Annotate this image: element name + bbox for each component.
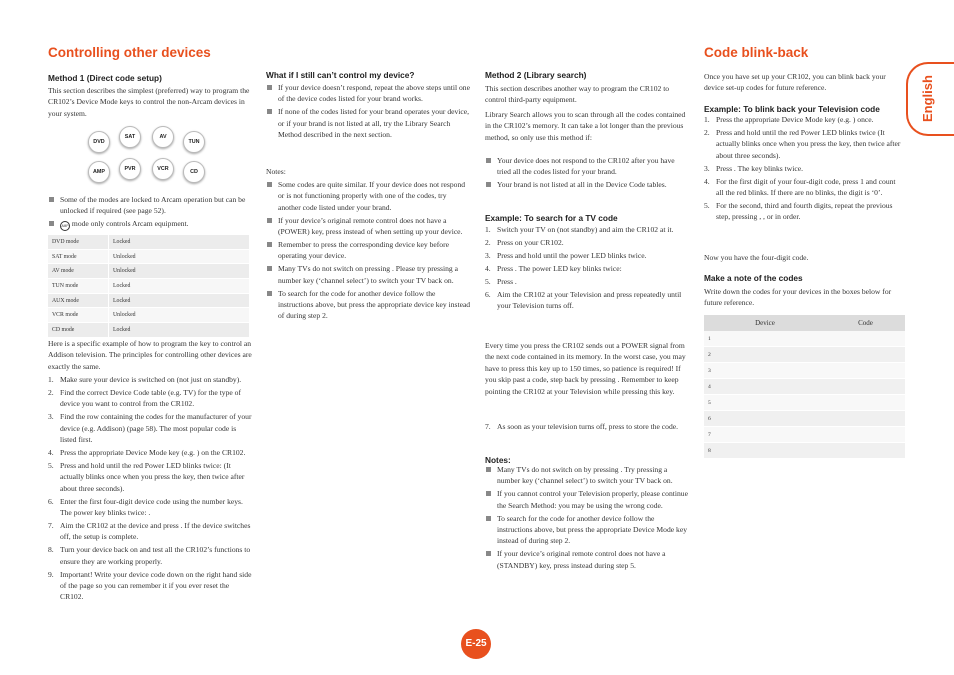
- table-cell: Locked: [109, 293, 250, 308]
- list-item: To search for the code for another device follow the instructions above, but press the appropriate device key instead of during step 2.: [266, 288, 471, 322]
- table-cell: SAT mode: [48, 249, 109, 264]
- table-row: [48, 293, 249, 308]
- list-item: If you cannot control your Television properly, please continue the Search Method: you may be using the wrong code.: [485, 488, 690, 511]
- table-cell: 5: [704, 395, 826, 411]
- list-item: To search for the code for another device follow the instructions above, but press the appropriate Device Mode key instead of during step 2.: [485, 513, 690, 547]
- notes-heading: Notes:: [485, 455, 511, 465]
- section-title-controlling: Controlling other devices: [48, 45, 211, 60]
- table-cell: 6: [704, 411, 826, 427]
- table-row: [704, 427, 905, 443]
- mode-notes: [48, 194, 253, 233]
- method2-notes: [485, 464, 690, 573]
- table-cell: TUN mode: [48, 279, 109, 294]
- sat-button-icon: SAT: [119, 126, 141, 148]
- step-text: Aim the CR102 at your Television and press repeatedly until your Television turns off.: [497, 289, 682, 310]
- step-text: Important! Write your device code down on the right hand side of the page so you can remember it if you ever reset the CR102.: [60, 569, 252, 602]
- table-cell: Unlocked: [109, 249, 250, 264]
- table-row: [48, 249, 249, 264]
- lock-table: [48, 235, 249, 338]
- table-cell: [826, 379, 905, 395]
- method1-heading: Method 1 (Direct code setup): [48, 73, 162, 83]
- column-header-code: Code: [826, 315, 905, 331]
- table-cell: Locked: [109, 323, 250, 338]
- vcr-button-icon: VCR: [152, 158, 174, 180]
- step-text: Enter the first four-digit device code using the number keys. The power key blinks twice: .: [60, 496, 243, 517]
- amp-button-icon: AMP: [88, 161, 110, 183]
- library-text: Library Search allows you to scan through all the codes contained in the CR102’s memory. It can take a lot longer than the previous method, so only use this method if:: [485, 110, 686, 142]
- list-item: [48, 218, 253, 231]
- table-cell: AV mode: [48, 264, 109, 279]
- list-item: Some codes are quite similar. If your device does not respond or is not functioning properly with one of the codes, try another code listed under your brand.: [266, 179, 471, 213]
- table-row: [48, 264, 249, 279]
- language-tab: [906, 62, 954, 136]
- table-cell: 1: [704, 331, 826, 347]
- table-row: [704, 411, 905, 427]
- list-item: If your device doesn’t respond, repeat the above steps until one of the device codes listed for your brand works.: [266, 82, 471, 105]
- table-row: [704, 363, 905, 379]
- table-cell: 2: [704, 347, 826, 363]
- step-item: 5. Press .: [485, 276, 517, 286]
- code-note-table: [704, 315, 905, 459]
- table-cell: [826, 347, 905, 363]
- table-cell: [826, 427, 905, 443]
- step-item: 6. Aim the CR102 at your Television and press repeatedly until your Television turns off.: [485, 289, 682, 310]
- step-item: 2. Press on your CR102.: [485, 237, 564, 247]
- step-text: Aim the CR102 at the device and press . If the device switches off, the setup is complete.: [60, 520, 251, 542]
- av-button-icon: AV: [152, 126, 174, 148]
- step-item: 5. For the second, third and fourth digits, repeat the previous step, pressing , , or in order.: [704, 200, 893, 222]
- step-item: 9. Important! Write your device code down on the right hand side of the page so you can remember it if you ever reset the CR102.: [48, 569, 252, 602]
- example-text: Here is a specific example of how to program the key to control an Addison television. The principles for controlling other devices are exactly the same.: [48, 339, 252, 371]
- table-cell: 7: [704, 427, 826, 443]
- step-item: 1. Press the appropriate Device Mode key (e.g. ) once.: [704, 115, 874, 124]
- table-row: [704, 443, 905, 459]
- table-row: [48, 308, 249, 323]
- step-item: 7. As soon as your television turns off, press to store the code.: [485, 422, 679, 431]
- table-row: [704, 395, 905, 411]
- step-item: 3. Press . The key blinks twice.: [704, 163, 803, 173]
- table-cell: CD mode: [48, 323, 109, 338]
- list-item: If your device’s original remote control does not have a (STANDBY) key, press instead during step 5.: [485, 548, 690, 571]
- step-text: Make sure your device is switched on (not just on standby).: [60, 375, 242, 384]
- step-item: 2. Press and hold until the red Power LED blinks twice (It actually blinks once when you press the key, then twice after about three seconds).: [704, 127, 901, 160]
- amp-key-icon: AMP: [60, 221, 70, 231]
- step-text: Switch your TV on (not standby) and aim the CR102 at it.: [497, 225, 674, 234]
- blinkback-intro: Once you have set up your CR102, you can blink back your device set-up codes for future reference.: [704, 72, 886, 93]
- step-item: 4. For the first digit of your four-digit code, press 1 and count all the red blinks. If there are no blinks, the digit is ‘0’.: [704, 176, 896, 197]
- column-header-device: Device: [704, 315, 826, 331]
- step-seven: [485, 421, 690, 434]
- cd-button-icon: CD: [183, 161, 205, 183]
- table-cell: Unlocked: [109, 308, 250, 323]
- blinkback-steps: [704, 114, 904, 224]
- list-item: Many TVs do not switch on pressing . Please try pressing a number key (‘channel select’) to switch your TV back on.: [266, 263, 471, 286]
- now-text: Now you have the four-digit code.: [704, 253, 809, 262]
- table-row: [48, 279, 249, 294]
- step-text: Press the appropriate Device Mode key (e.g. ) once.: [716, 115, 874, 124]
- step-text: Find the correct Device Code table (e.g. TV) for the type of device you want to control from the CR102.: [60, 387, 241, 409]
- step-item: 3. Press and hold until the power LED blinks twice.: [485, 250, 647, 260]
- language-tab-label: English: [920, 75, 935, 122]
- table-cell: 3: [704, 363, 826, 379]
- table-cell: 4: [704, 379, 826, 395]
- tv-example-heading: Example: To search for a TV code: [485, 213, 618, 223]
- dvd-button-icon: DVD: [88, 131, 110, 153]
- list-item: If your device’s original remote control does not have a (POWER) key, press instead of when setting up your device.: [266, 215, 471, 238]
- step-text: Turn your device back on and test all the CR102’s functions to ensure they are working properly.: [60, 545, 251, 566]
- table-row: [48, 235, 249, 249]
- table-row: [704, 379, 905, 395]
- page-number: E-25: [461, 629, 491, 659]
- step-text: Press . The key blinks twice.: [716, 163, 803, 173]
- list-item: Many TVs do not switch on by pressing . Try pressing a number key (‘channel select’) to switch your TV back on.: [485, 464, 690, 487]
- step-item: 7. Aim the CR102 at the device and press . If the device switches off, the setup is complete.: [48, 520, 251, 542]
- step-text: Press the appropriate Device Mode key (e.g. ) on the CR102.: [60, 447, 246, 457]
- make-note-heading: Make a note of the codes: [704, 273, 803, 283]
- step-item: 4. Press . The power LED key blinks twice:: [485, 263, 622, 273]
- what-if-bullets: [266, 82, 471, 142]
- step-item: 2. Find the correct Device Code table (e.g. TV) for the type of device you want to control from the CR102.: [48, 387, 241, 409]
- table-cell: [826, 363, 905, 379]
- step-item: 3. Find the row containing the codes for the manufacturer of your device (e.g. Addison) (page 58). The most popular code is listed first.: [48, 412, 252, 445]
- table-cell: Unlocked: [109, 264, 250, 279]
- method2-intro: This section describes another way to program the CR102 to control third-party equipment.: [485, 84, 670, 105]
- table-header-row: [704, 315, 905, 331]
- list-item: Your device does not respond to the CR102 after you have tried all the codes listed for your brand.: [485, 155, 690, 178]
- step-text: Press and hold until the red Power LED blinks twice: (It actually blinks once when you press the key, then twice after about three seconds).: [60, 460, 245, 493]
- step-text: As soon as your television turns off, press to store the code.: [497, 422, 679, 431]
- pvr-button-icon: PVR: [119, 158, 141, 180]
- method1-intro: This section describes the simplest (preferred) way to program the CR102’s Device Mode keys to control the non-Arcam devices in your system.: [48, 86, 250, 118]
- table-row: [704, 347, 905, 363]
- step-text: Press and hold until the red Power LED blinks twice (It actually blinks once when you press the key, then twice after about three seconds).: [716, 127, 901, 160]
- table-cell: Locked: [109, 235, 250, 249]
- list-item-text: mode only controls Arcam equipment.: [71, 219, 189, 229]
- list-item: If none of the codes listed for your brand operates your device, or if your brand is not listed at all, try the Library Search Method described in the next section.: [266, 106, 471, 140]
- table-cell: [826, 411, 905, 427]
- every-time-text: Every time you press the CR102 sends out a POWER signal from the next code contained in its memory. In the worst case, you may have to press this key up to 150 times, so patience is required! If you skip past a code, step back by pressing . Remember to keep pointing the CR102 at your Television while pressing this key.: [485, 341, 686, 396]
- step-item: 1. Switch your TV on (not standby) and aim the CR102 at it.: [485, 225, 674, 234]
- step-text: For the first digit of your four-digit code, press 1 and count all the red blinks. If there are no blinks, the digit is ‘0’.: [716, 176, 896, 197]
- table-cell: VCR mode: [48, 308, 109, 323]
- table-cell: [826, 395, 905, 411]
- tv-search-steps: [485, 224, 690, 313]
- step-text: Find the row containing the codes for the manufacturer of your device (e.g. Addison) (page 58). The most popular code is listed first.: [60, 412, 252, 445]
- step-item: 4. Press the appropriate Device Mode key (e.g. ) on the CR102.: [48, 447, 246, 457]
- table-cell: [826, 443, 905, 459]
- step-item: 6. Enter the first four-digit device code using the number keys. The power key blinks twice: .: [48, 496, 243, 517]
- table-cell: 8: [704, 443, 826, 459]
- section-title-blinkback: Code blink-back: [704, 45, 809, 60]
- what-if-heading: What if I still can’t control my device?: [266, 70, 415, 80]
- table-cell: [826, 331, 905, 347]
- table-row: [704, 331, 905, 347]
- step-item: 1. Make sure your device is switched on (not just on standby).: [48, 375, 242, 384]
- step-text: Press . The power LED key blinks twice:: [497, 263, 622, 273]
- step-text: Press .: [497, 276, 517, 286]
- step-text: Press and hold until the power LED blinks twice.: [497, 250, 647, 260]
- table-cell: AUX mode: [48, 293, 109, 308]
- step-text: Press on your CR102.: [497, 237, 564, 247]
- method2-heading: Method 2 (Library search): [485, 70, 587, 80]
- tun-button-icon: TUN: [183, 131, 205, 153]
- table-cell: DVD mode: [48, 235, 109, 249]
- step-item: 8. Turn your device back on and test all the CR102’s functions to ensure they are working properly.: [48, 545, 251, 566]
- blinkback-example-heading: Example: To blink back your Television code: [704, 104, 880, 114]
- table-cell: Locked: [109, 279, 250, 294]
- list-item: Your brand is not listed at all in the Device Code tables.: [485, 179, 690, 190]
- method1-steps: [48, 374, 253, 604]
- notes-label: Notes:: [266, 167, 286, 176]
- list-item: Remember to press the corresponding device key before operating your device.: [266, 239, 471, 262]
- list-item: Some of the modes are locked to Arcam operation but can be unlocked if required (see page 52).: [48, 194, 253, 217]
- table-row: [48, 323, 249, 338]
- step-item: 5. Press and hold until the red Power LED blinks twice: (It actually blinks once when you press the key, then twice after about three seconds).: [48, 460, 245, 493]
- step-text: For the second, third and fourth digits, repeat the previous step, pressing , , or in order.: [716, 200, 893, 222]
- make-note-text: Write down the codes for your devices in the boxes below for future reference.: [704, 287, 892, 308]
- library-bullets: [485, 155, 690, 192]
- notes-bullets: [266, 179, 471, 323]
